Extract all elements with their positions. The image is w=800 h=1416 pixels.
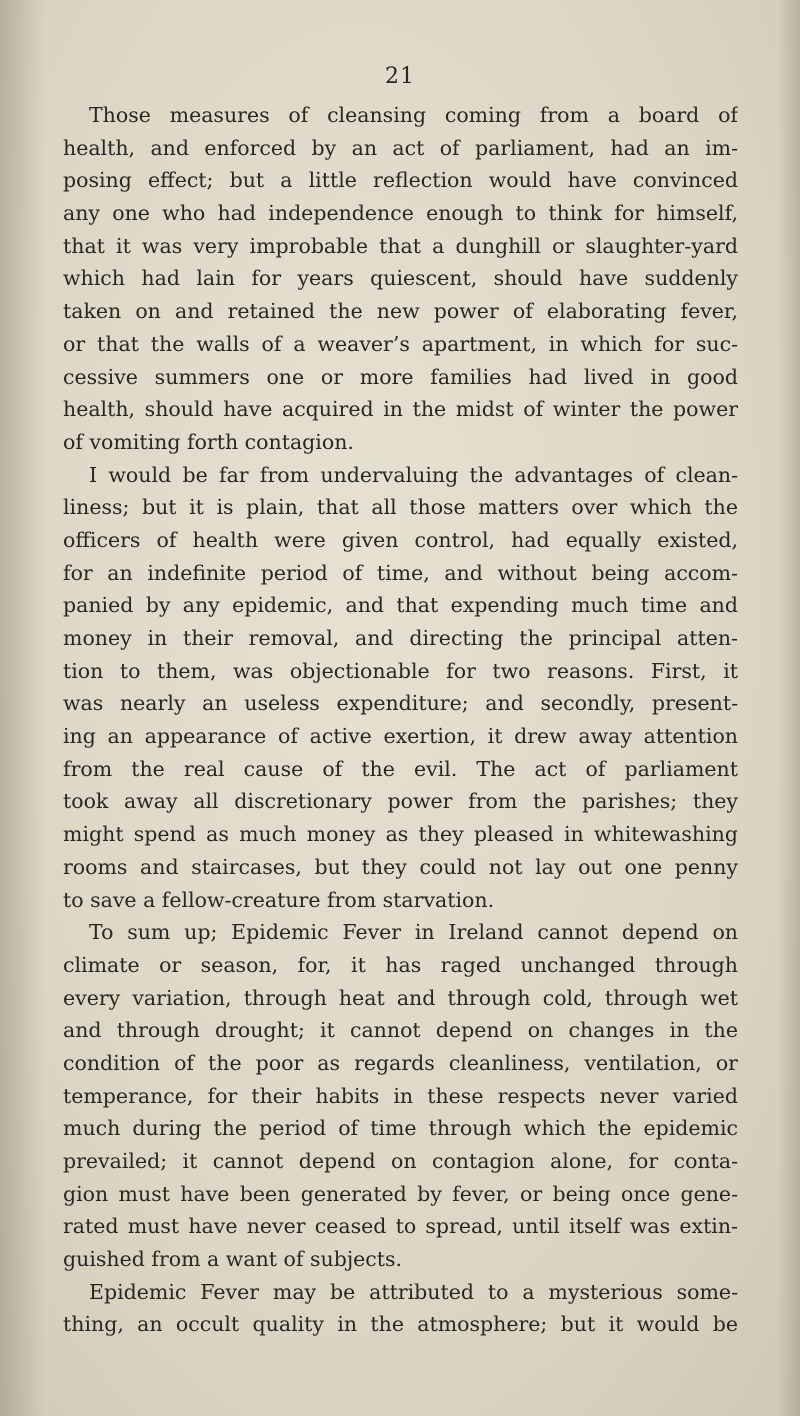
page-number: 21 [385, 64, 415, 89]
text-line: to save a fellow-creature from starvation. [63, 887, 495, 912]
text-line: liness; but it is plain, that all those matters over which the [63, 495, 738, 520]
text-line: much during the period of time through which the epidemic [63, 1116, 738, 1141]
text-line: prevailed; it cannot depend on contagion alone, for conta- [63, 1149, 738, 1173]
text-line: health, and enforced by an act of parliament, had an im- [63, 135, 738, 160]
text-line: gion must have been generated by fever, or being once gene- [63, 1181, 738, 1206]
text-line: health, should have acquired in the midst of winter the power [63, 397, 738, 422]
text-line: or that the walls of a weaver’s apartment, in which for suc- [63, 331, 738, 356]
text-line: might spend as much money as they pleased in whitewashing [63, 822, 738, 847]
text-line: climate or season, for, it has raged unchanged through [63, 952, 738, 977]
text-line: panied by any epidemic, and that expending much time and [63, 593, 738, 618]
text-line: Those measures of cleansing coming from a board of [89, 103, 738, 127]
text-line: which had lain for years quiescent, should have suddenly [63, 266, 738, 291]
text-line: money in their removal, and directing the principal atten- [63, 626, 738, 650]
text-line: from the real cause of the evil. The act of parliament [63, 756, 738, 781]
text-line: Epidemic Fever may be attributed to a mysterious some- [89, 1279, 738, 1304]
text-line: was nearly an useless expenditure; and secondly, present- [63, 691, 738, 716]
text-line: condition of the poor as regards cleanliness, ventilation, or [63, 1050, 738, 1075]
text-line: that it was very improbable that a dunghill or slaughter-yard [63, 233, 738, 258]
text-line: officers of health were given control, had equally existed, [63, 527, 738, 552]
text-line: temperance, for their habits in these respects never varied [63, 1083, 738, 1108]
binding-shadow [0, 0, 45, 1416]
text-line: any one who had independence enough to think for himself, [63, 201, 738, 226]
text-line: ing an appearance of active exertion, it drew away attention [63, 724, 738, 749]
text-line: and through drought; it cannot depend on changes in the [63, 1018, 738, 1043]
text-line: posing effect; but a little reflection would have convinced [63, 168, 738, 193]
text-line: cessive summers one or more families had lived in good [63, 364, 738, 389]
page-edge-shadow [778, 0, 800, 1416]
text-line: guished from a want of subjects. [63, 1247, 403, 1272]
text-line: took away all discretionary power from the parishes; they [63, 789, 738, 814]
text-line: To sum up; Epidemic Fever in Ireland cannot depend on [89, 920, 738, 945]
text-line: thing, an occult quality in the atmosphere; but it would be [63, 1312, 738, 1337]
text-line: rated must have never ceased to spread, until itself was extin- [63, 1214, 738, 1239]
text-line: every variation, through heat and through cold, through wet [63, 985, 738, 1010]
text-line: of vomiting forth contagion. [63, 429, 354, 454]
text-line: tion to them, was objectionable for two reasons. First, it [63, 658, 738, 683]
body-text [63, 99, 738, 1341]
text-line: rooms and staircases, but they could not lay out one penny [63, 854, 738, 879]
text-line: I would be far from undervaluing the advantages of clean- [89, 462, 738, 487]
text-line: taken on and retained the new power of elaborating fever, [63, 299, 738, 324]
text-line: for an indefinite period of time, and without being accom- [63, 560, 738, 585]
